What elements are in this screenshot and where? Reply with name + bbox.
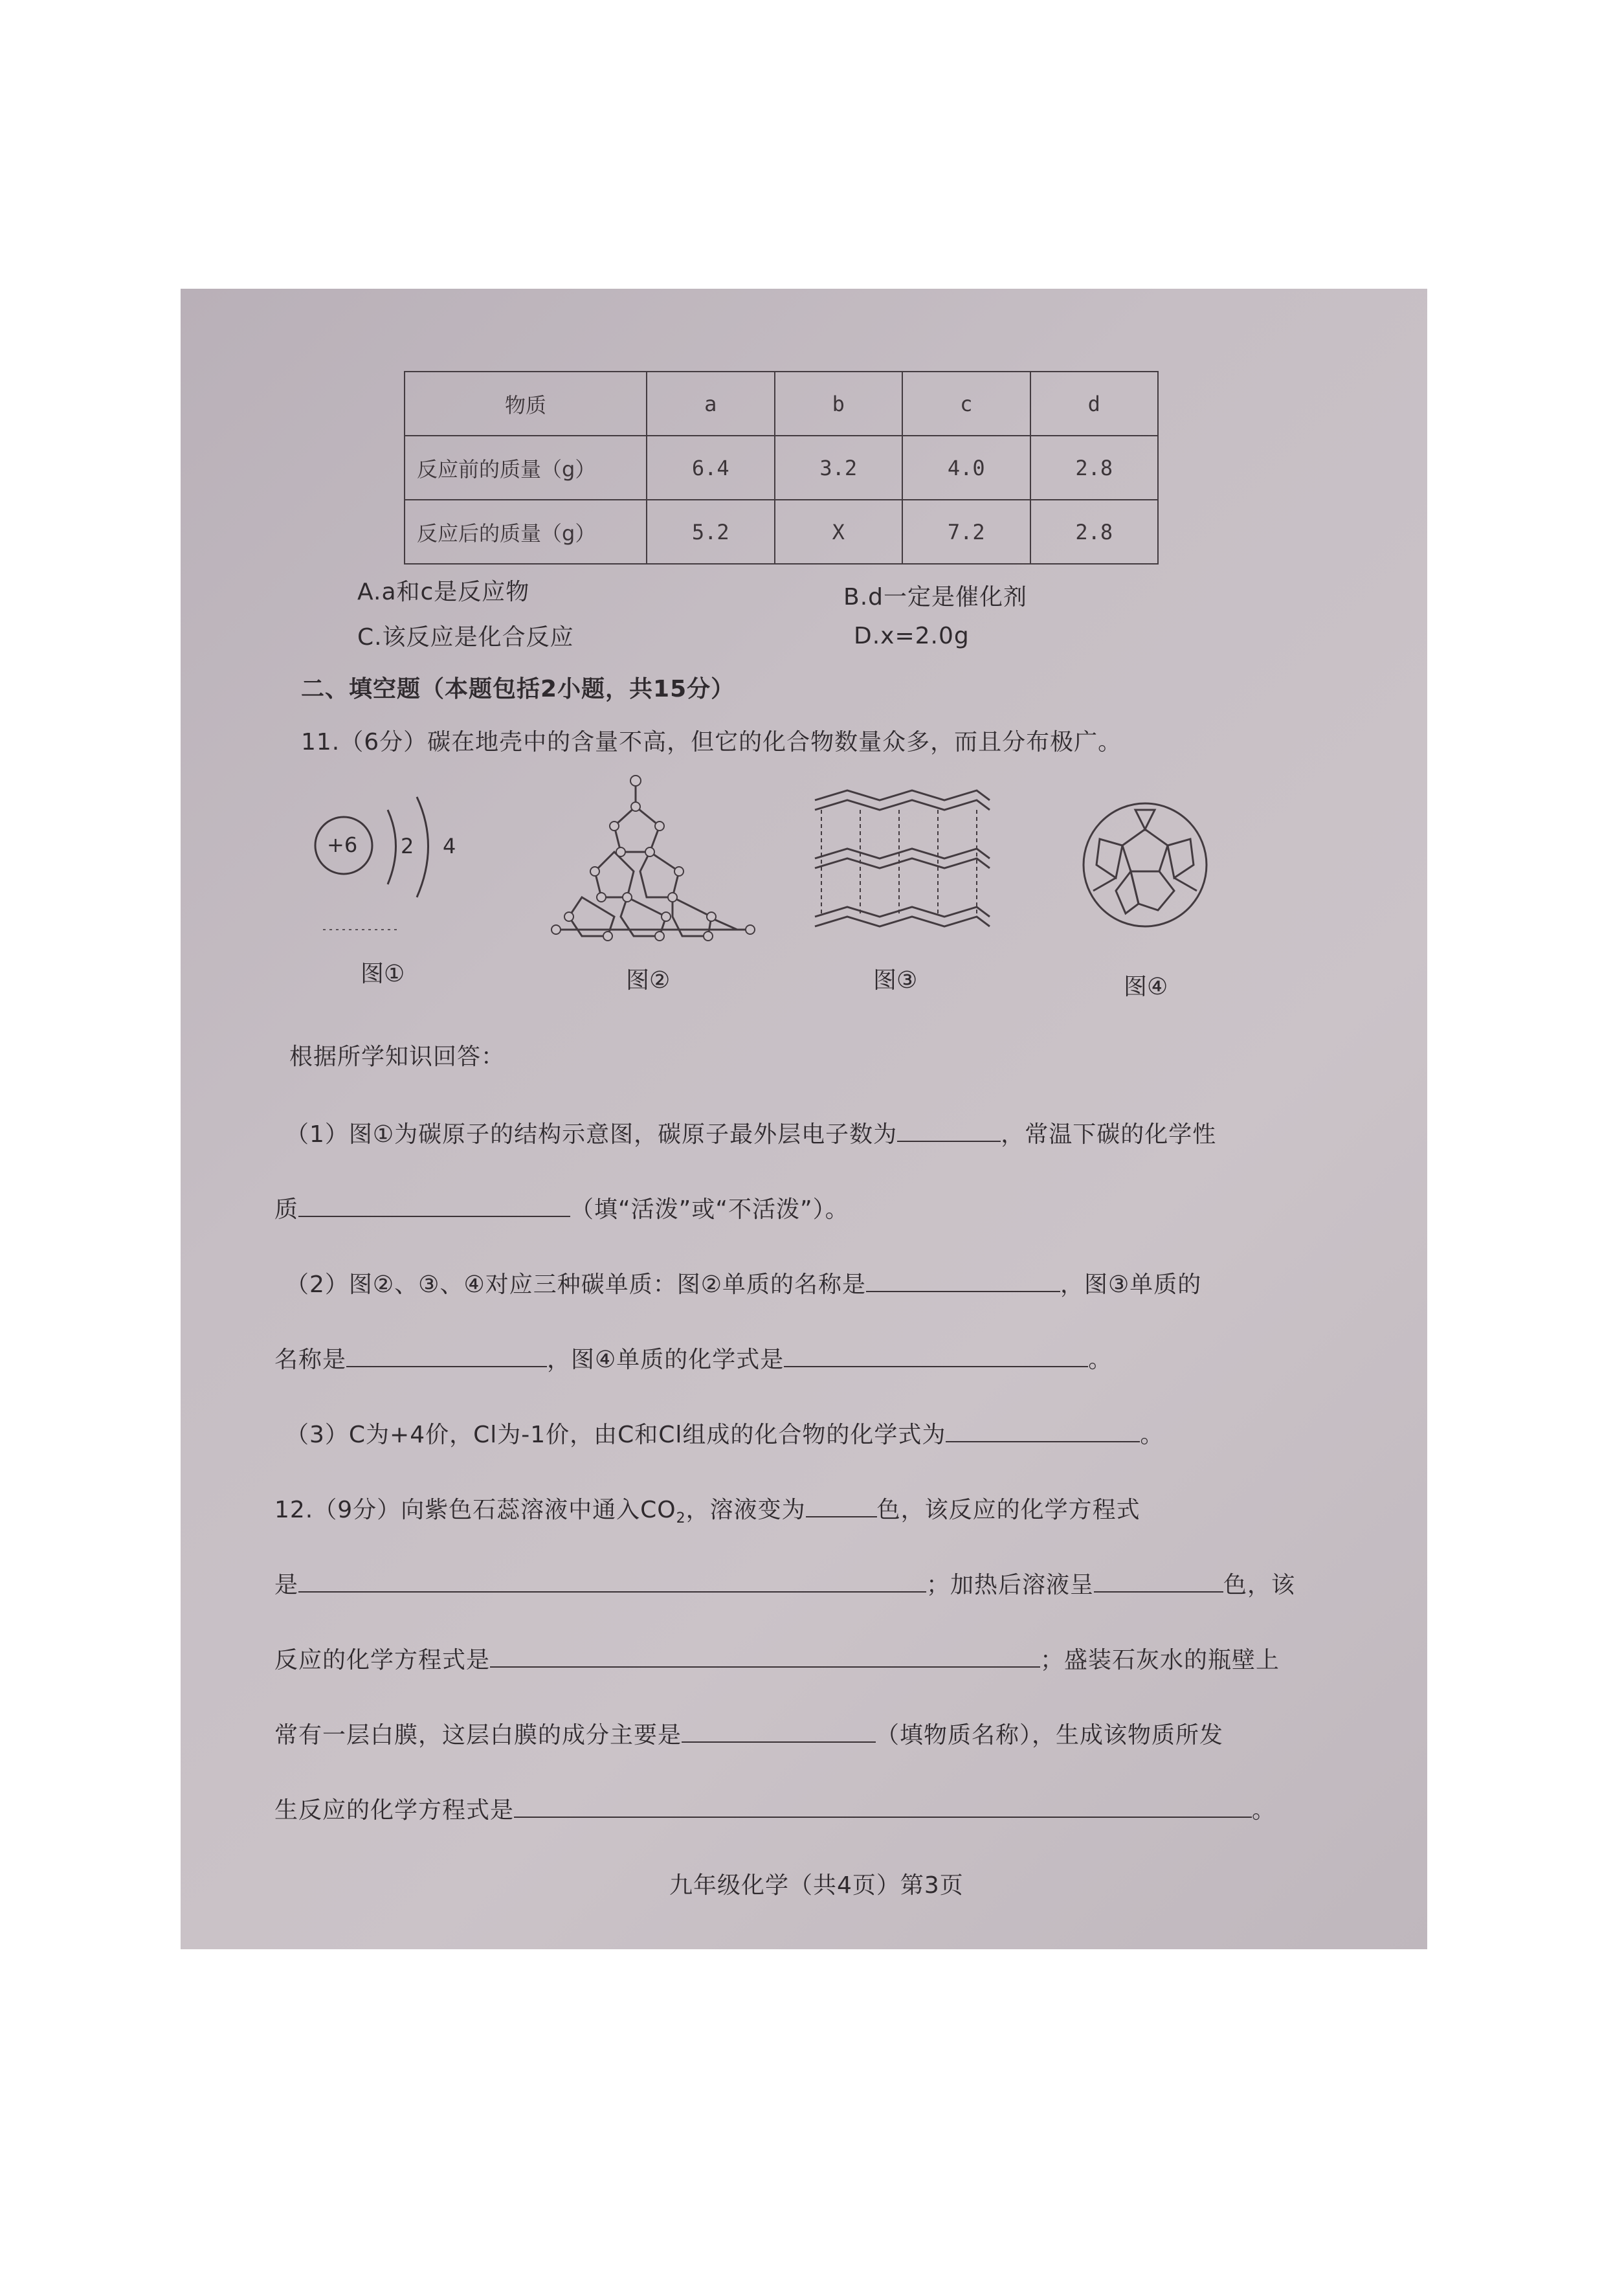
section-heading: 二、填空题（本题包括2小题，共15分） [301,676,735,702]
table-header-cell: a [647,372,775,436]
q12-text-3a: 反应的化学方程式是 [274,1647,491,1673]
q11-part3 [285,1416,1164,1449]
q12-text-2c: 色，该 [1223,1572,1296,1598]
answer-blank-reactivity[interactable] [298,1196,570,1217]
carbon-atom-diagram [310,794,472,943]
table-header-row [405,372,1158,436]
figure2-caption: 图② [626,967,671,994]
option-b: B.d一定是催化剂 [843,584,1027,610]
table-header-cell: b [775,372,903,436]
exam-page [181,289,1427,1949]
q11-p1-text-a: （1）图①为碳原子的结构示意图，碳原子最外层电子数为 [285,1121,898,1148]
q11-p2-text-c: 名称是 [274,1347,347,1373]
q11-p2-text-e: 。 [1088,1347,1113,1373]
answer-blank-ccl-formula[interactable] [946,1422,1140,1442]
q11-p1-text-b: ，常温下碳的化学性 [1001,1121,1217,1148]
table-cell: 5.2 [647,500,775,564]
figure3-caption: 图③ [873,967,918,994]
q11-p3-text-b: 。 [1140,1422,1164,1448]
figure1-caption: 图① [361,961,405,987]
table-header-cell: 物质 [405,372,647,436]
table-row-label: 反应前的质量（g） [405,436,647,500]
table-row [405,436,1158,500]
answer-blank-equation2[interactable] [490,1647,1040,1668]
table-cell: 7.2 [902,500,1030,564]
table-cell: 2.8 [1030,500,1159,564]
answer-blank-film-substance[interactable] [682,1722,876,1743]
answer-blank-color2[interactable] [1094,1572,1223,1593]
q12-line5 [274,1792,1276,1825]
table-row [405,500,1158,564]
q12-text-1c: 色，该反应的化学方程式 [876,1497,1140,1523]
answer-blank-fig2-name[interactable] [866,1271,1060,1292]
table-cell: 3.2 [775,436,903,500]
q11-p3-text-a: （3）C为+4价，Cl为-1价，由C和Cl组成的化合物的化学式为 [285,1422,946,1448]
table-row-label: 反应后的质量（g） [405,500,647,564]
q11-p1-text-d: （填“活泼”或“不活泼”）。 [570,1196,849,1223]
q12-text-4b: （填物质名称），生成该物质所发 [876,1722,1224,1749]
q11-p2-text-b: ，图③单质的 [1060,1271,1202,1298]
c60-structure-diagram [1074,794,1216,936]
atom-shell2-label: 4 [443,834,456,858]
q12-text-1a: 12.（9分）向紫色石蕊溶液中通入CO [274,1497,676,1523]
q12-text-4a: 常有一层白膜，这层白膜的成分主要是 [274,1722,682,1749]
co2-subscript: 2 [676,1510,686,1527]
q11-p2-text-d: ，图④单质的化学式是 [547,1347,784,1373]
q12-text-2a: 是 [274,1572,299,1598]
table-cell: 2.8 [1030,436,1159,500]
answer-blank-fig4-formula[interactable] [784,1347,1088,1367]
q11-p2-text-a: （2）图②、③、④对应三种碳单质：图②单质的名称是 [285,1271,866,1298]
q12-line1 [274,1492,1140,1527]
graphite-structure-diagram [808,787,996,943]
q11-intro: 11.（6分）碳在地壳中的含量不高，但它的化合物数量众多，而且分布极广。 [301,729,1122,755]
mass-table [404,371,1159,565]
q12-text-5a: 生反应的化学方程式是 [274,1797,515,1824]
table-cell: 6.4 [647,436,775,500]
q11-part1-line1 [285,1116,1216,1149]
table-cell: X [775,500,903,564]
answer-blank-equation3[interactable] [514,1797,1252,1818]
option-c: C.该反应是化合反应 [357,624,574,651]
q11-part2-line1 [285,1266,1201,1299]
q11-prompt: 根据所学知识回答： [289,1044,506,1070]
answer-blank-equation1[interactable] [298,1572,926,1593]
page-footer: 九年级化学（共4页）第3页 [669,1872,964,1899]
answer-blank-outer-electrons[interactable] [897,1121,1001,1142]
q12-text-2b: ；加热后溶液呈 [926,1572,1095,1598]
q11-part1-line2 [274,1191,849,1224]
answer-blank-color1[interactable] [806,1497,877,1517]
q12-text-3b: ；盛装石灰水的瓶壁上 [1040,1647,1280,1673]
atom-nucleus-label: +6 [327,833,358,857]
q12-line3 [274,1642,1280,1675]
answer-blank-fig3-name[interactable] [346,1347,547,1367]
option-d: D.x=2.0g [854,623,970,649]
q12-line4 [274,1717,1223,1750]
table-header-cell: d [1030,372,1159,436]
q12-text-5b: 。 [1252,1797,1276,1824]
figure4-caption: 图④ [1124,974,1168,1000]
q11-part2-line2 [274,1341,1112,1374]
table-header-cell: c [902,372,1030,436]
atom-shell1-label: 2 [401,834,414,858]
option-a: A.a和c是反应物 [357,579,530,605]
q12-line2 [274,1567,1295,1600]
table-cell: 4.0 [902,436,1030,500]
q11-p1-text-c: 质 [274,1196,299,1223]
q12-text-1b: ，溶液变为 [685,1497,806,1523]
diamond-structure-diagram [543,768,763,943]
